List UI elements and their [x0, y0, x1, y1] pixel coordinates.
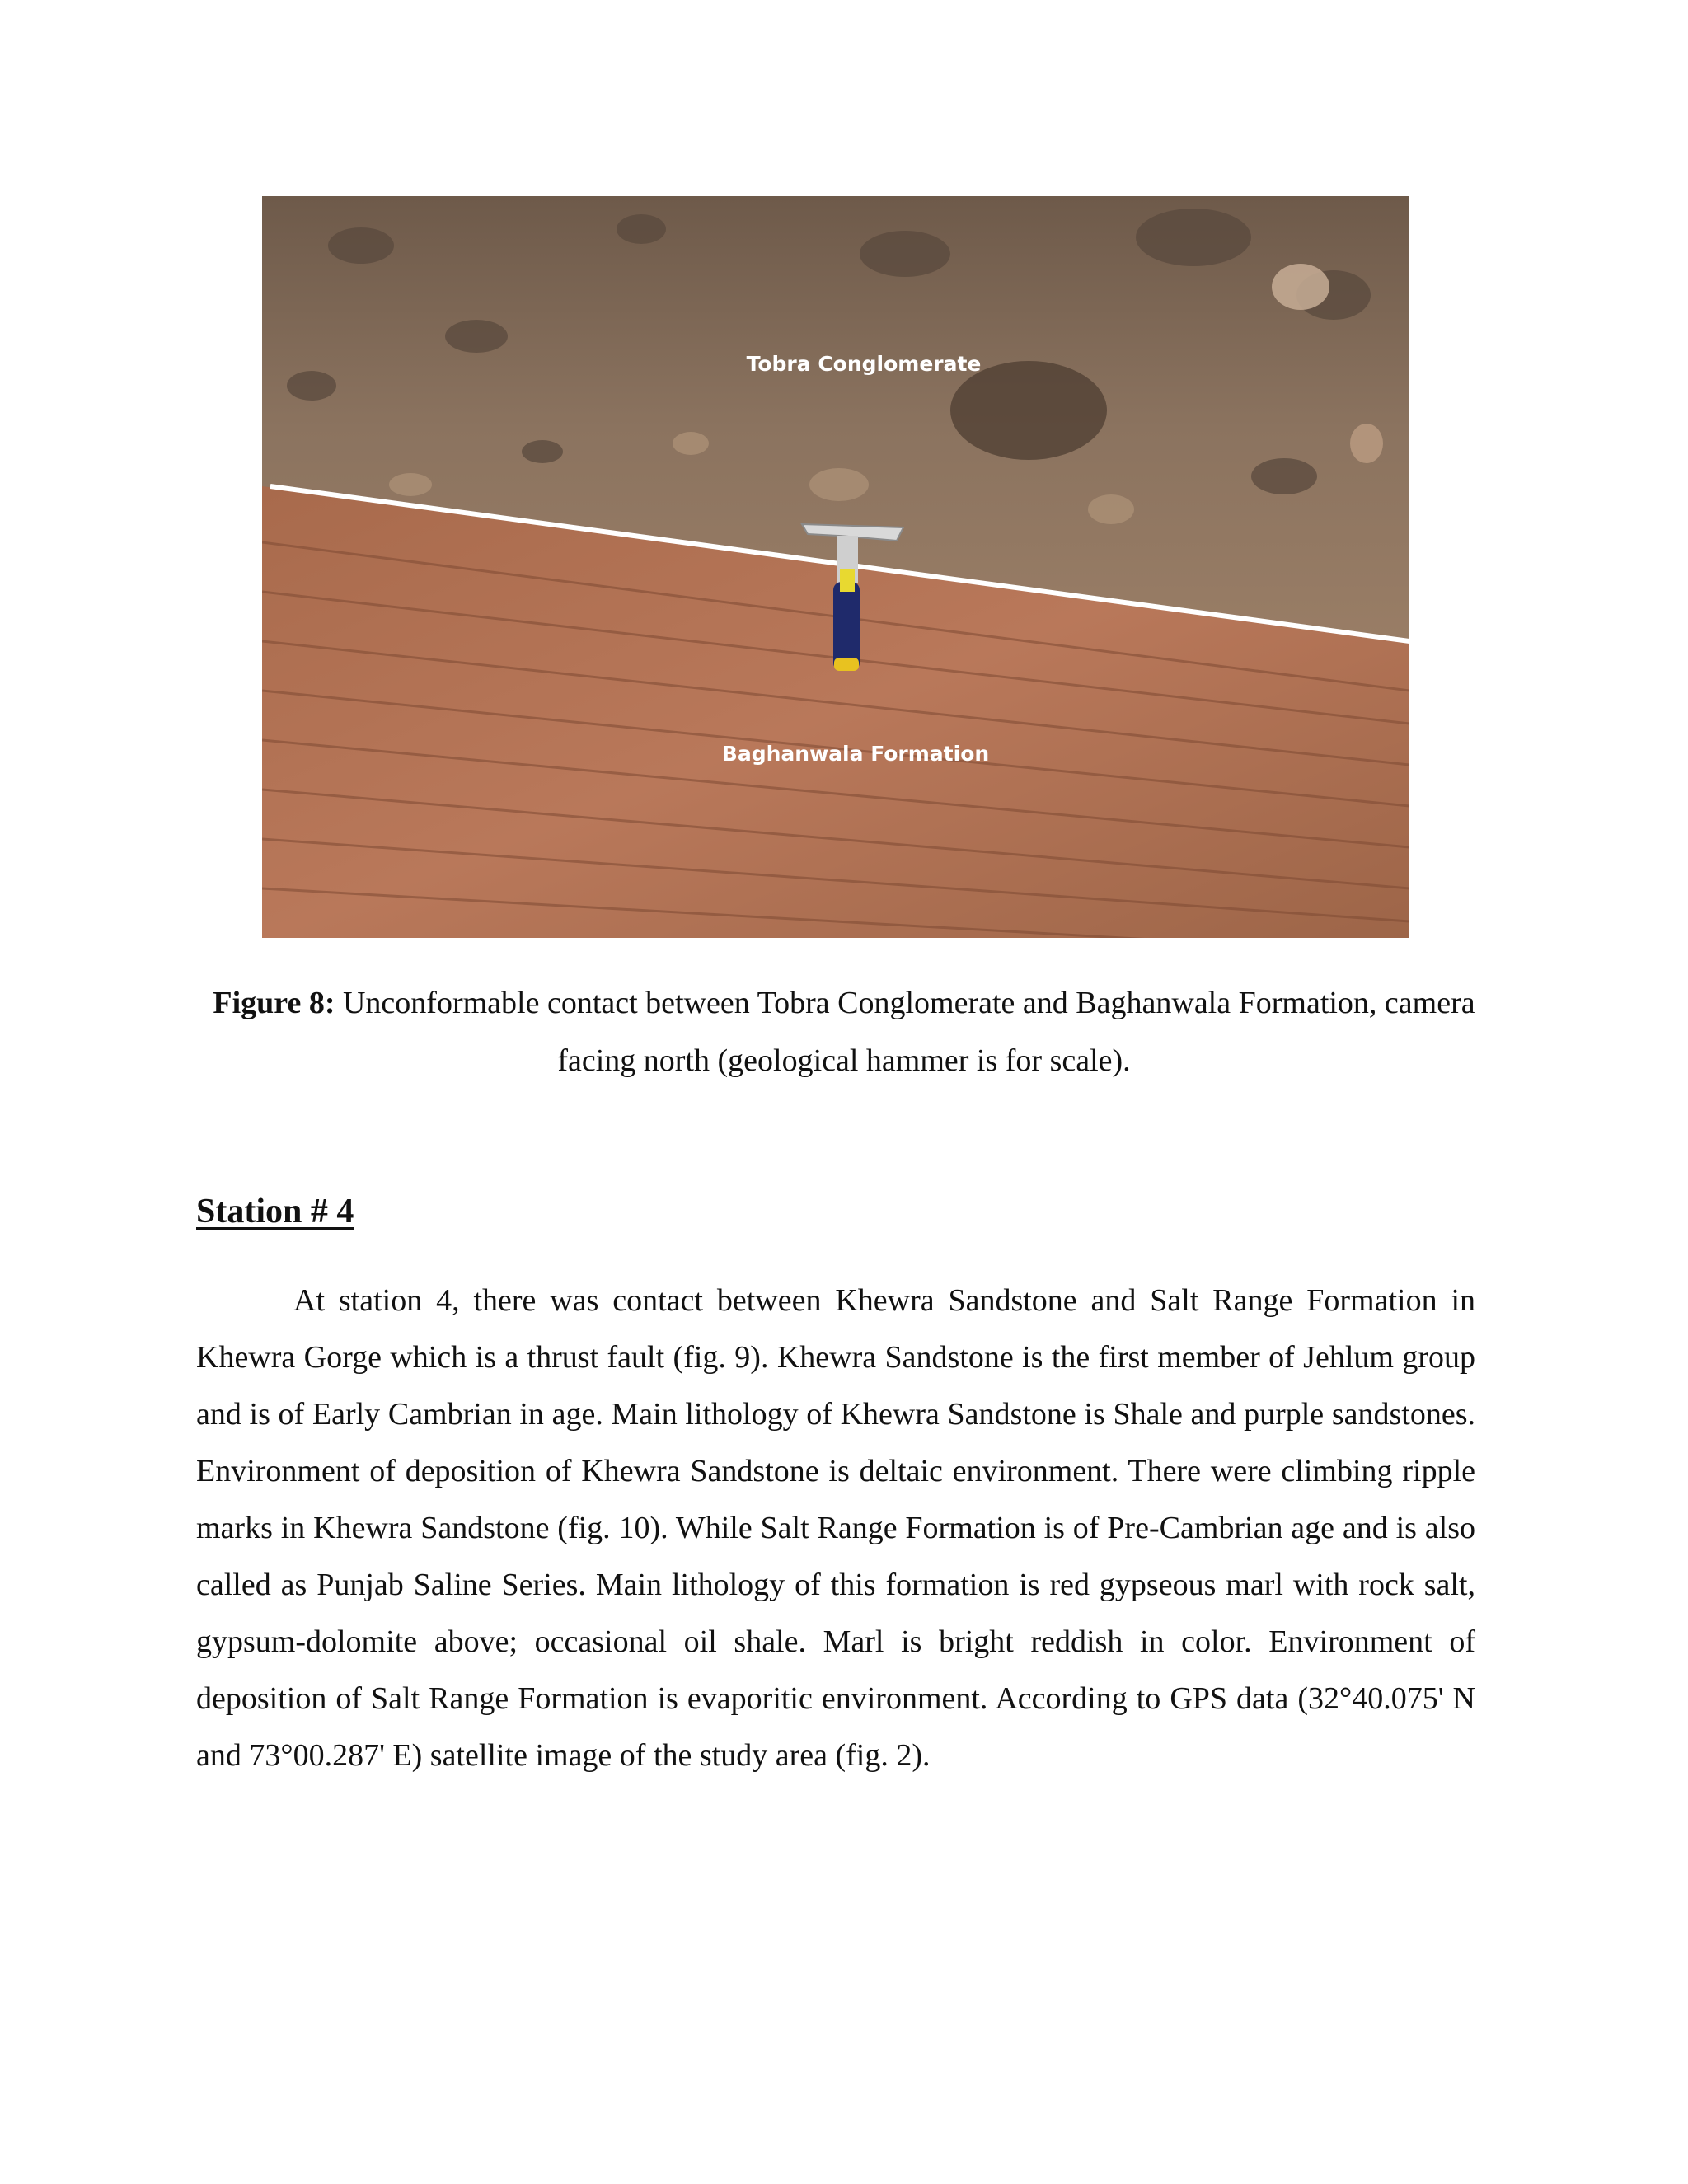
- baghanwala-formation-label: Baghanwala Formation: [721, 742, 990, 766]
- figure-caption-label: Figure 8:: [213, 986, 335, 1020]
- body-paragraph: At station 4, there was contact between Khewra Sandstone and Salt Range Formation in Khewra Gorge which is a thrust fault (fig. 9). Khewra Sandstone is the first member of Jehlum group and is of Early Cambrian in age. Main lithology of Khewra Sandstone is Shale and purple sandstones. Environment of deposition of Khewra Sandstone is deltaic environment. There were climbing ripple marks in Khewra Sandstone (fig. 10). While Salt Range Formation is of Pre-Cambrian age and is also called as Punjab Saline Series. Main lithology of this formation is red gypseous marl with rock salt, gypsum-dolomite above; occasional oil shale. Marl is bright reddish in color. Environment of deposition of Salt Range Formation is evaporitic environment. According to GPS data (32°40.075' N and 73°00.287' E) satellite image of the study area (fig. 2).: [196, 1283, 1475, 1773]
- figure-caption: [196, 974, 1492, 1090]
- section-heading: Station # 4: [196, 1193, 354, 1230]
- tobra-conglomerate-label: Tobra Conglomerate: [746, 352, 982, 376]
- outcrop-photo: [262, 196, 1409, 938]
- figure-caption-text: Unconformable contact between Tobra Conglomerate and Baghanwala Formation, camera facing north (geological hammer is for scale).: [335, 986, 1475, 1078]
